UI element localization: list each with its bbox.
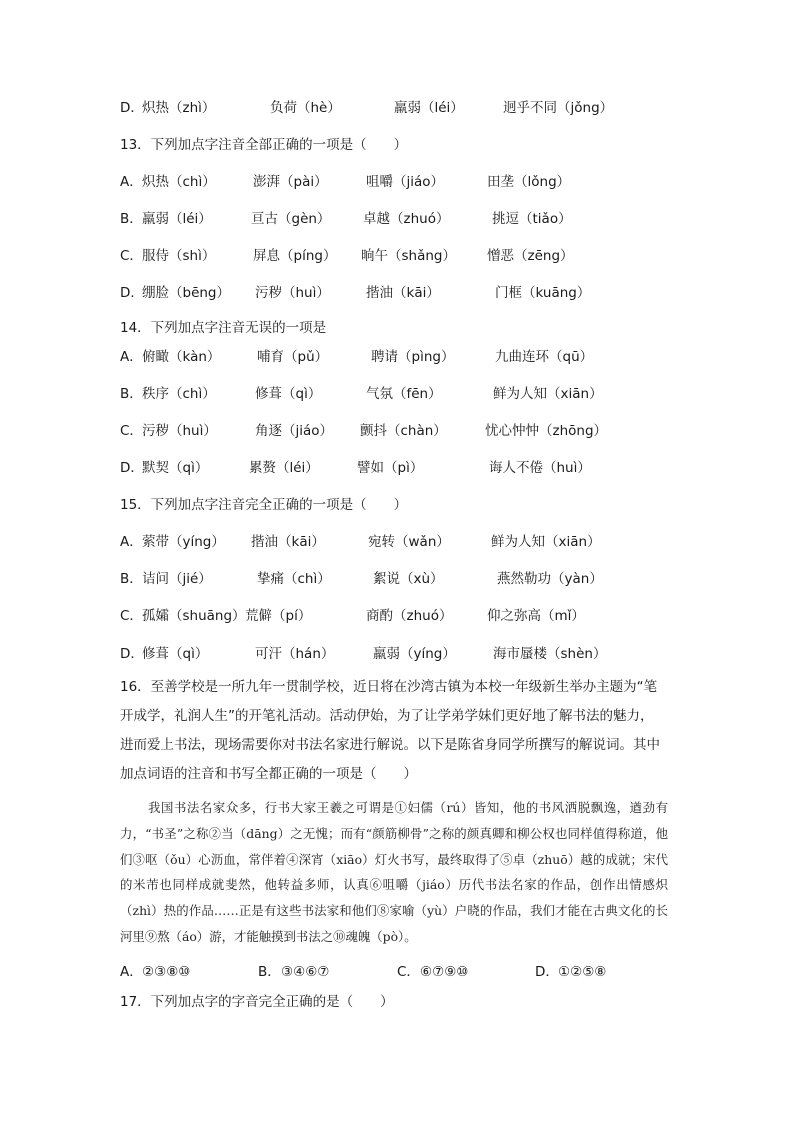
option-item: 污秽（huì） (255, 285, 330, 301)
option-item: 屏息（píng） (253, 248, 337, 264)
option-item: ③④⑥⑦ (281, 964, 330, 980)
option-item: ⑥⑦⑨⑩ (420, 964, 469, 980)
option-label: D． (535, 964, 559, 980)
option-label: A． (120, 349, 143, 365)
question-stem: 14．下列加点字注音无误的一项是 (120, 320, 327, 336)
option-item: 诲人不倦（huì） (489, 460, 591, 476)
question-stem: 13．下列加点字注音全部正确的一项是（ ） (120, 137, 408, 153)
option-item: 咀嚼（jiáo） (366, 174, 445, 190)
option-item: 憎恶（zēng） (487, 248, 574, 264)
option-item: 仰之弥高（mǐ） (487, 608, 585, 624)
option-label: C． (120, 423, 143, 439)
option-item: 挑逗（tiǎo） (492, 211, 572, 227)
question-stem-line: 进而爱上书法，现场需要你对书法名家进行解说。以下是陈省身同学所撰写的解说词。其中 (120, 737, 660, 753)
option-item: 亘古（gèn） (251, 211, 331, 227)
option-label: B． (120, 211, 143, 227)
option-item: 海市蜃楼（shèn） (493, 646, 607, 662)
option-item: 累赘（léi） (249, 460, 319, 476)
option-item: 鲜为人知（xiān） (493, 386, 603, 402)
option-label: B． (120, 386, 143, 402)
option-label: D． (120, 646, 144, 662)
option-item: 萦带（yíng） (142, 534, 225, 550)
option-item: 哺育（pǔ） (257, 349, 329, 365)
option-label: B． (120, 571, 143, 587)
option-label: D． (120, 460, 144, 476)
question-stem: 15．下列加点字注音完全正确的一项是（ ） (120, 497, 408, 513)
option-label: A． (120, 174, 143, 190)
option-item: 鲜为人知（xiān） (491, 534, 601, 550)
option-item: 宛转（wǎn） (368, 534, 450, 550)
option-item: 污秽（huì） (142, 423, 217, 439)
passage-text: 我国书法名家众多，行书大家王羲之可谓是①妇儒（rú）皆知，他的书风洒脱飘逸，遒劲有力，“书圣”之称②当（dāng）之无愧；而有“颜筋柳骨”之称的颜真卿和柳公权也同样值得称道，他们③呕（ǒu）心沥血，常伴着④深宵（xiāo）灯火书写，最终取得了⑤卓（zhuō）越的成就；宋代的米芾也同样成就斐然，他转益多师，认真⑥咀嚼（jiáo）历代书法名家的作品，创作出情感炽（zhì）热的作品……正是有这些书法家和他们⑧家喻（yù）户晓的作品，我们才能在古典文化的长河里⑨熬（áo）游，才能触摸到书法之⑩魂魄（pò）。 (120, 800, 668, 944)
option-item: ②③⑧⑩ (142, 964, 191, 980)
option-item: 炽热（chì） (142, 174, 216, 190)
option-item: 譬如（pì） (357, 460, 424, 476)
option-item: 晌午（shǎng） (361, 248, 456, 264)
option-item: 燕然勒功（yàn） (497, 571, 603, 587)
option-label: B． (258, 964, 281, 980)
option-item: 迥乎不同（jǒng） (503, 100, 614, 116)
option-item: 可汗（hán） (255, 646, 335, 662)
option-item: 秩序（chì） (142, 386, 216, 402)
option-item: 角逐（jiáo） (255, 423, 334, 439)
option-item: 揩油（kāi） (251, 534, 325, 550)
option-item: 九曲连环（qū） (495, 349, 594, 365)
option-item: 聘请（pìng） (371, 349, 455, 365)
question-stem-line: 16．至善学校是一所九年一贯制学校，近日将在沙湾古镇为本校一年级新生举办主题为“笔 (120, 679, 658, 695)
option-label: A． (120, 534, 143, 550)
option-item: 揩油（kāi） (366, 285, 440, 301)
question-stem-line: 加点词语的注音和书写全都正确的一项是（ ） (120, 766, 417, 782)
option-item: 门框（kuāng） (495, 285, 591, 301)
option-item: 挚痛（chì） (257, 571, 331, 587)
option-item: 忧心忡忡（zhōng） (485, 423, 608, 439)
option-item: 颤抖（chàn） (360, 423, 447, 439)
option-item: 卓越（zhuó） (363, 211, 450, 227)
question-stem: 17．下列加点字的字音完全正确的是（ ） (120, 994, 394, 1010)
option-item: 服侍（shì） (142, 248, 216, 264)
option-item: 俯瞰（kàn） (142, 349, 221, 365)
option-item: 絮说（xù） (373, 571, 444, 587)
option-label: A． (120, 964, 143, 980)
option-item: 绷脸（bēng） (142, 285, 231, 301)
option-item: 羸弱（léi） (142, 211, 212, 227)
option-item: 羸弱（léi） (394, 100, 464, 116)
option-item: 炽热（zhì） (142, 100, 216, 116)
option-label: C． (120, 608, 143, 624)
option-item: 澎湃（pài） (253, 174, 328, 190)
option-item: 田垄（lǒng） (487, 174, 571, 190)
option-item: 诘问（jié） (142, 571, 212, 587)
option-label: C． (120, 248, 143, 264)
option-item: 负荷（hè） (270, 100, 341, 116)
option-label: D． (120, 100, 144, 116)
option-item: 默契（qì） (142, 460, 209, 476)
option-item: 修葺（qì） (142, 646, 209, 662)
option-item: 修葺（qì） (255, 386, 322, 402)
option-item: 商酌（zhuó） (366, 608, 453, 624)
question-stem-line: 开成学，礼润人生”的开笔礼活动。活动伊始，为了让学弟学妹们更好地了解书法的魅力， (120, 708, 654, 724)
option-item: 气氛（fēn） (366, 386, 442, 402)
option-item: ①②⑤⑧ (558, 964, 607, 980)
option-item: 孤孀（shuāng） (142, 608, 246, 624)
option-label: C． (397, 964, 420, 980)
option-label: D． (120, 285, 144, 301)
option-item: 荒僻（pí） (245, 608, 312, 624)
option-item: 羸弱（yíng） (373, 646, 456, 662)
